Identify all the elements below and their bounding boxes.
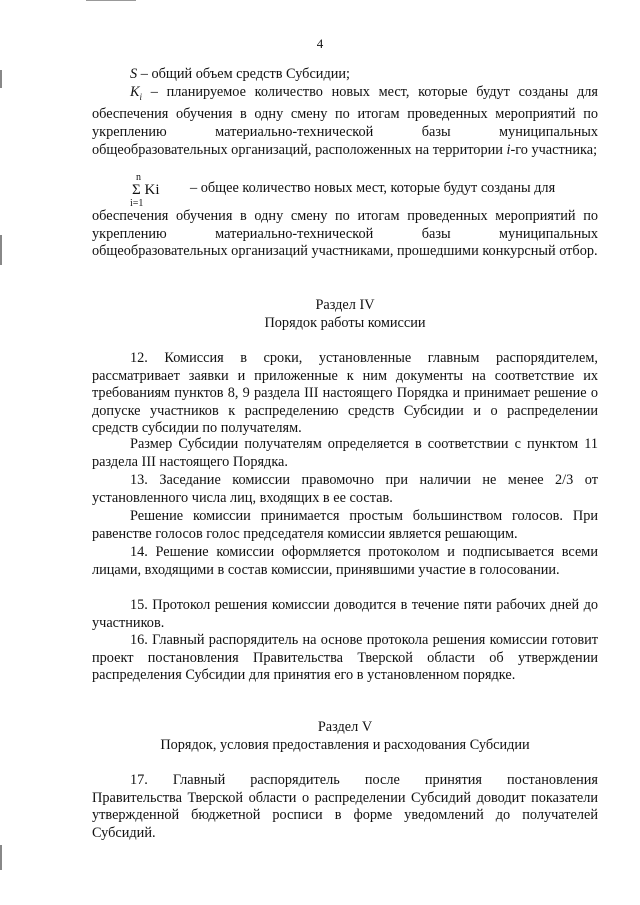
paragraph-12: 12. Комиссия в сроки, установленные главным распорядителем, рассматривает заявки и приложенные к ним документы на соответствие их требованиям пунктов 8, 9 раздела III настоящего Порядка и принимает решение о допуске участников к распределению средств Субсидии и о распределении средств субсидии по получателям.	[92, 350, 598, 437]
definition-sum: – общее количество новых мест, которые будут созданы для	[190, 180, 556, 196]
paragraph-17: 17. Главный распорядитель после принятия постановления Правительства Тверской области о распределении Субсидий доводит показатели утвержденной бюджетной росписи в форме уведомлений до получателей Субсидий.	[92, 772, 602, 841]
section-4-title: Раздел IV	[315, 297, 375, 313]
definition-s: S – общий объем средств Субсидии;	[130, 66, 350, 82]
paragraph-13: 13. Заседание комиссии правомочно при наличии не менее 2/3 от установленного числа лиц, входящих в ее состав.	[92, 472, 598, 506]
paragraph-12-size: Размер Субсидии получателям определяется в соответствии с пунктом 11 раздела III настоящего Порядка.	[92, 436, 598, 470]
scan-edge-mark	[0, 845, 2, 870]
page-number: 4	[316, 36, 324, 51]
sum-formula: n Σ Ki i=1	[130, 172, 160, 209]
definition-k: $K_i$ – планируемое количество новых мест, которые будут созданы для обеспечения обучения в одну смену по итогам проведенных мероприятий по укреплению материально-технической базы муниципальных общеобразовательных организаций, расположенных на территории i-го участника;	[92, 84, 598, 158]
paragraph-13-decision: Решение комиссии принимается простым большинством голосов. При равенстве голосов голос председателя комиссии является решающим.	[92, 508, 598, 542]
section-5-subtitle: Порядок, условия предоставления и расходования Субсидии	[160, 737, 530, 753]
paragraph-16: 16. Главный распорядитель на основе протокола решения комиссии готовит проект постановления Правительства Тверской области об утверждении распределения Субсидии для принятия его в установленном порядке.	[92, 632, 598, 684]
definition-sum-continued: обеспечения обучения в одну смену по итогам проведенных мероприятий по укреплению материально-технической базы муниципальных общеобразовательных организаций участниками, прошедшими конкурсный отбор.	[92, 208, 598, 260]
section-4-subtitle: Порядок работы комиссии	[264, 315, 426, 331]
scan-edge-mark	[0, 235, 2, 265]
paragraph-14: 14. Решение комиссии оформляется протоколом и подписывается всеми лицами, входящими в состав комиссии, принявшими участие в голосовании.	[92, 544, 598, 578]
scan-edge-mark	[0, 70, 2, 88]
scan-edge-mark	[86, 0, 136, 1]
paragraph-15: 15. Протокол решения комиссии доводится в течение пяти рабочих дней до участников.	[92, 597, 598, 631]
section-5-title: Раздел V	[317, 719, 373, 735]
